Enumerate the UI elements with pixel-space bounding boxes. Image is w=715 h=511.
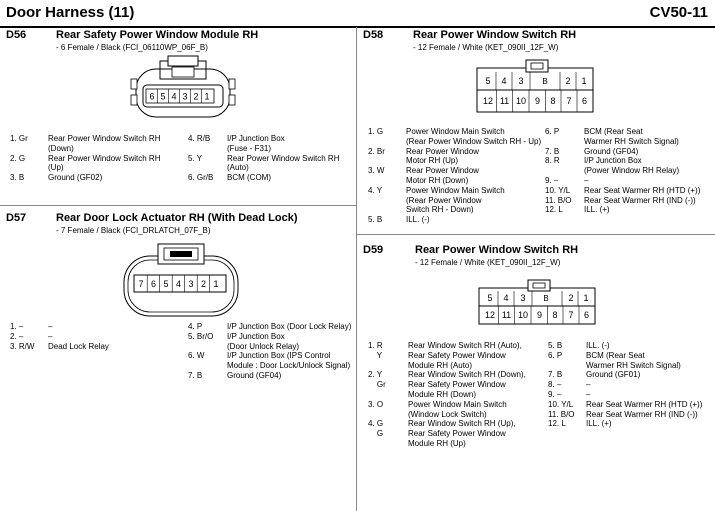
pin-list-right (188, 322, 351, 381)
pin-label: 1 (581, 76, 587, 86)
pin-label: 3 (518, 76, 524, 86)
connector-title: Rear Safety Power Window Module RH (56, 29, 259, 41)
pin-labels-d58 (483, 72, 587, 112)
pin-row: Y Rear Safety Power Window Module RH (Auto) (368, 350, 506, 370)
pin-row: Gr Rear Safety Power Window Module RH (Down) (368, 380, 506, 399)
pin-row: 5. Br/O I/P Junction Box (Door Unlock Relay) (188, 331, 300, 351)
pin-row: 7. B Ground (GF01) (548, 370, 641, 380)
pin-row: 4. Y Power Window Main Switch (Rear Power Window Switch RH - Down) (368, 185, 505, 215)
connector-code: D58 (363, 29, 384, 41)
pin-row: 6. Gr/B BCM (COM) (188, 173, 271, 183)
pin-list-left (10, 322, 109, 351)
pin-label: 12 (482, 96, 494, 106)
pin-row: 3. R/W Dead Lock Relay (10, 341, 109, 351)
pin-row: 4. R/B I/P Junction Box (Fuse - F31) (188, 134, 285, 153)
pin-row: 2. – – (10, 331, 53, 341)
connector-diagram-d59 (478, 280, 596, 326)
connector-code: D57 (6, 212, 27, 224)
pin-label: 6 (150, 279, 157, 289)
pin-row: 9. – – (545, 175, 589, 185)
connector-diagram-d56 (128, 55, 238, 120)
connector-title: Rear Door Lock Actuator RH (With Dead Lock) (56, 212, 298, 224)
pin-labels-d59 (485, 291, 589, 324)
pin-row: 11. B/O Rear Seat Warmer RH (IND (-)) (548, 409, 698, 419)
pin-label: 9 (536, 310, 543, 320)
pin-row: 1. R Rear Window Switch RH (Auto), (368, 341, 522, 350)
pin-row: 2. G Rear Power Window Switch RH (Up) (10, 153, 161, 173)
pin-row: 8. – – (548, 380, 591, 390)
pin-label: 4 (501, 76, 507, 86)
pin-label: 5 (163, 279, 169, 289)
pin-label: 3 (188, 279, 194, 289)
pin-label: 3 (182, 91, 188, 102)
pin-row: 8. R I/P Junction Box (Power Window RH Relay) (545, 156, 680, 176)
pin-row: 2. Y Rear Window Switch RH (Down), (368, 370, 526, 380)
pin-label: 1 (583, 293, 589, 303)
pin-row: 11. B/O Rear Seat Warmer RH (IND (-)) (545, 195, 696, 205)
pin-list-left (368, 341, 526, 449)
pin-row: 2. Br Rear Power Window Motor RH (Up) (368, 146, 479, 166)
pin-list-right (545, 127, 700, 215)
pin-row: 7. B Ground (GF04) (545, 146, 639, 156)
pin-label: 4 (503, 293, 509, 303)
pin-row: 3. W Rear Power Window Motor RH (Down) (368, 166, 479, 185)
pin-list-right (548, 341, 702, 429)
connector-diagram-d57 (118, 240, 244, 318)
pin-row: 4. G Rear Window Switch RH (Up), (368, 419, 516, 429)
pin-row: 7. B Ground (GF04) (188, 370, 282, 380)
connector-title: Rear Power Window Switch RH (413, 29, 577, 41)
connector-title: Rear Power Window Switch RH (415, 244, 579, 256)
pin-row: 12. L ILL. (+) (545, 205, 610, 215)
connector-spec: - 12 Female / White (KET_090II_12F_W) (415, 258, 561, 267)
section-divider-right (357, 234, 715, 235)
pin-label: 2 (193, 91, 199, 102)
pin-label: 7 (138, 279, 144, 289)
pin-list-left (10, 134, 160, 183)
pin-label: 8 (552, 310, 558, 320)
pin-label: 10 (517, 310, 529, 320)
connector-diagram-d58 (476, 58, 594, 114)
pin-row: 1. G Power Window Main Switch (Rear Power Window Switch RH - Up) (368, 127, 542, 146)
pin-label: 8 (550, 96, 556, 106)
page-title: Door Harness (11) (6, 4, 135, 21)
pin-row: 10. Y/L Rear Seat Warmer RH (HTD (+)) (548, 399, 703, 409)
pin-labels-d57 (138, 275, 218, 292)
pin-label: 11 (501, 310, 512, 320)
connector-code: D59 (363, 244, 384, 256)
pin-row: 3. O Power Window Main Switch (Window Lock Switch) (368, 399, 507, 419)
pin-label: 7 (568, 310, 574, 320)
page-code: CV50-11 (649, 4, 708, 21)
pin-row: G Rear Safety Power Window Module RH (Up) (368, 429, 506, 448)
pin-label: 6 (149, 91, 155, 102)
pin-row: 6. P BCM (Rear Seat Warmer RH Switch Signal) (548, 350, 681, 370)
pin-row: 1. – – (10, 322, 53, 331)
pin-label: 1 (213, 279, 219, 289)
connector-code: D56 (6, 29, 27, 41)
pin-row: 9. – – (548, 389, 591, 399)
pin-label: 2 (565, 76, 571, 86)
pin-label: 5 (160, 91, 166, 102)
pin-list-left (368, 127, 541, 225)
pin-label: 12 (484, 310, 496, 320)
pin-label: 2 (200, 279, 207, 289)
pin-label: 10 (515, 96, 527, 106)
pin-label: 9 (534, 96, 541, 106)
pin-row: 6. P BCM (Rear Seat Warmer RH Switch Signal) (545, 127, 679, 146)
pin-label: 6 (583, 310, 590, 320)
pin-label: 11 (499, 96, 510, 106)
pin-row: 4. P I/P Junction Box (Door Lock Relay) (188, 322, 352, 331)
pin-label: 6 (581, 96, 588, 106)
pin-label: 4 (171, 91, 177, 102)
pin-label: 3 (520, 293, 526, 303)
pin-label: 7 (566, 96, 572, 106)
pin-label: 1 (204, 91, 210, 102)
pin-row: 5. B ILL. (-) (368, 215, 430, 225)
pin-list-right (188, 134, 339, 183)
connector-spec: - 6 Female / Black (FCI_06110WP_06F_B) (56, 43, 208, 52)
pin-row: 5. B ILL. (-) (548, 341, 610, 350)
pin-row: 12. L ILL. (+) (548, 419, 612, 429)
pin-label: B (543, 294, 549, 303)
pin-label: B (542, 77, 548, 86)
pin-row: 3. B Ground (GF02) (10, 173, 103, 183)
pin-label: 5 (485, 76, 491, 86)
column-divider (356, 27, 357, 511)
page-header (0, 0, 715, 28)
pin-labels-d56 (149, 89, 209, 103)
section-divider-left (0, 205, 356, 206)
pin-label: 2 (568, 293, 574, 303)
connector-spec: - 12 Female / White (KET_090II_12F_W) (413, 43, 559, 52)
pin-label: 5 (487, 293, 493, 303)
pin-row: 6. W I/P Junction Box (IPS Control Module : Door Lock/Unlock Signal) (188, 351, 351, 371)
connector-spec: - 7 Female / Black (FCI_DRLATCH_07F_B) (56, 226, 211, 235)
pin-row: 5. Y Rear Power Window Switch RH (Auto) (188, 153, 340, 173)
pin-label: 4 (175, 279, 182, 289)
pin-row: 10. Y/L Rear Seat Warmer RH (HTD (+)) (545, 185, 701, 195)
pin-row: 1. Gr Rear Power Window Switch RH (Down) (10, 134, 161, 153)
